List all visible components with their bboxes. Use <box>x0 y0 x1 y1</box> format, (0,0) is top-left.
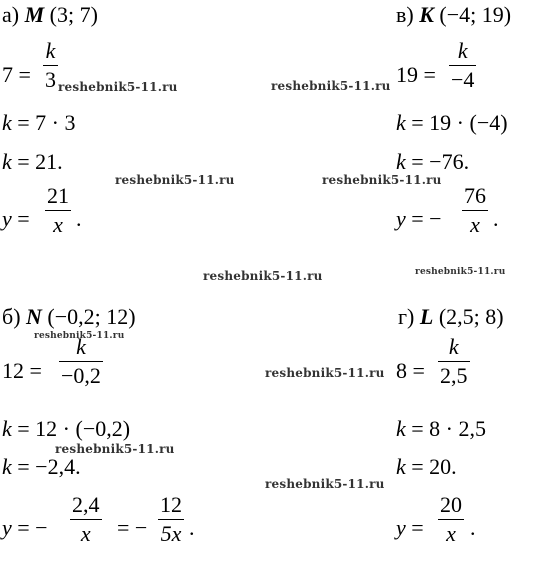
g-line4-lhs <box>396 517 424 539</box>
b-line3-var: k <box>2 454 12 479</box>
a-line4-lhs <box>2 208 30 230</box>
watermark-9: reshebnik5-11.ru <box>55 442 175 456</box>
b-line3-rhs: = −2,4. <box>11 454 81 479</box>
part-letter-v: в) <box>396 2 414 27</box>
v-line3-var: k <box>396 149 406 174</box>
b-line4-den1: x <box>80 521 91 546</box>
g-line1-lhs: 8 = <box>396 358 425 383</box>
g-line4-eq: = <box>405 515 424 540</box>
g-line1-den: 2,5 <box>440 363 468 388</box>
b-line4-end: . <box>189 515 195 540</box>
a-line1-lhs: 7 = <box>2 62 31 87</box>
g-line3-rhs: = 20. <box>405 454 457 479</box>
b-line4-den2: 5x <box>160 521 182 546</box>
b-line1-num: k <box>76 334 86 359</box>
b-line4-fraction-2 <box>158 494 184 545</box>
point-coords-g: (2,5; 8) <box>438 304 504 329</box>
g-line3 <box>396 456 457 478</box>
a-line3-var: k <box>2 149 12 174</box>
a-line2 <box>2 112 76 134</box>
v-line4-lhs <box>396 208 442 230</box>
g-line1-num: k <box>448 334 459 359</box>
header-g <box>398 306 504 328</box>
v-line4-den: x <box>470 212 480 237</box>
a-line3 <box>2 151 63 173</box>
header-b <box>2 306 136 328</box>
b-line1-den: −0,2 <box>61 363 101 388</box>
v-line4-num: 76 <box>464 183 486 208</box>
part-letter-b: б) <box>2 304 21 329</box>
v-line2-var: k <box>396 110 406 135</box>
watermark-5: reshebnik5-11.ru <box>203 269 323 283</box>
v-line1-fraction <box>449 40 476 91</box>
point-coords-v: (−4; 19) <box>439 2 512 27</box>
a-line4-eq: = <box>11 206 30 231</box>
v-line4-var: y <box>396 206 406 231</box>
v-line4-end: . <box>493 206 499 231</box>
b-line4-fraction-1 <box>70 494 102 545</box>
b-line2-var: k <box>2 416 12 441</box>
b-line2 <box>2 418 130 440</box>
watermark-4: reshebnik5-11.ru <box>322 173 442 187</box>
g-line4-den: x <box>446 521 456 546</box>
g-line4-num: 20 <box>440 492 462 517</box>
g-line2-rhs: = 8 · 2,5 <box>405 416 486 441</box>
v-line4-eq: = − <box>405 206 442 231</box>
g-line2 <box>396 418 486 440</box>
point-name-a: M <box>24 2 45 27</box>
b-line4-mid: = − <box>117 515 148 540</box>
a-line4-var: y <box>2 206 12 231</box>
v-line4-fraction <box>462 185 488 236</box>
b-line3 <box>2 456 81 478</box>
b-line1-lhs: 12 = <box>2 358 42 383</box>
b-line4-var: y <box>2 515 12 540</box>
a-line1-fraction <box>43 40 58 91</box>
header-v <box>396 4 511 26</box>
a-line4-num: 21 <box>47 183 69 208</box>
watermark-10: reshebnik5-11.ru <box>265 477 385 491</box>
g-line4-var: y <box>396 515 406 540</box>
v-line3 <box>396 151 469 173</box>
a-line1-num: k <box>45 38 56 63</box>
g-line4-fraction <box>438 494 464 545</box>
b-line4-num1: 2,4 <box>72 492 100 517</box>
point-name-v: K <box>419 2 434 27</box>
b-line4-eq: = − <box>11 515 48 540</box>
g-line2-var: k <box>396 416 406 441</box>
watermark-2: reshebnik5-11.ru <box>271 79 391 93</box>
point-name-b: N <box>26 304 42 329</box>
g-line1-fraction <box>438 336 470 387</box>
g-line3-var: k <box>396 454 406 479</box>
v-line1-num: k <box>457 38 468 63</box>
a-line3-rhs: = 21. <box>11 149 63 174</box>
v-line1-den: −4 <box>451 67 475 92</box>
point-name-g: L <box>419 304 434 329</box>
a-line4-end: . <box>76 206 82 231</box>
watermark-8: reshebnik5-11.ru <box>265 366 385 380</box>
a-line1-den: 3 <box>45 67 56 92</box>
watermark-1: reshebnik5-11.ru <box>58 80 178 94</box>
v-line1-lhs: 19 = <box>396 62 436 87</box>
point-coords-a: (3; 7) <box>49 2 98 27</box>
part-letter-a: а) <box>2 2 20 27</box>
point-coords-b: (−0,2; 12) <box>47 304 136 329</box>
g-line4-end: . <box>470 515 476 540</box>
a-line2-rhs: = 7 · 3 <box>11 110 76 135</box>
b-line1-fraction <box>59 336 103 387</box>
b-line4-lhs <box>2 517 48 539</box>
part-letter-g: г) <box>398 304 415 329</box>
a-line2-var: k <box>2 110 12 135</box>
watermark-3: reshebnik5-11.ru <box>115 173 235 187</box>
watermark-7: reshebnik5-11.ru <box>34 331 125 341</box>
v-line2 <box>396 112 508 134</box>
v-line3-rhs: = −76. <box>405 149 470 174</box>
watermark-6: reshebnik5-11.ru <box>415 267 506 277</box>
v-line2-rhs: = 19 · (−4) <box>405 110 508 135</box>
header-a <box>2 4 98 26</box>
b-line2-rhs: = 12 · (−0,2) <box>11 416 131 441</box>
a-line4-fraction <box>45 185 71 236</box>
b-line4-num2: 12 <box>160 492 182 517</box>
a-line4-den: x <box>53 212 63 237</box>
